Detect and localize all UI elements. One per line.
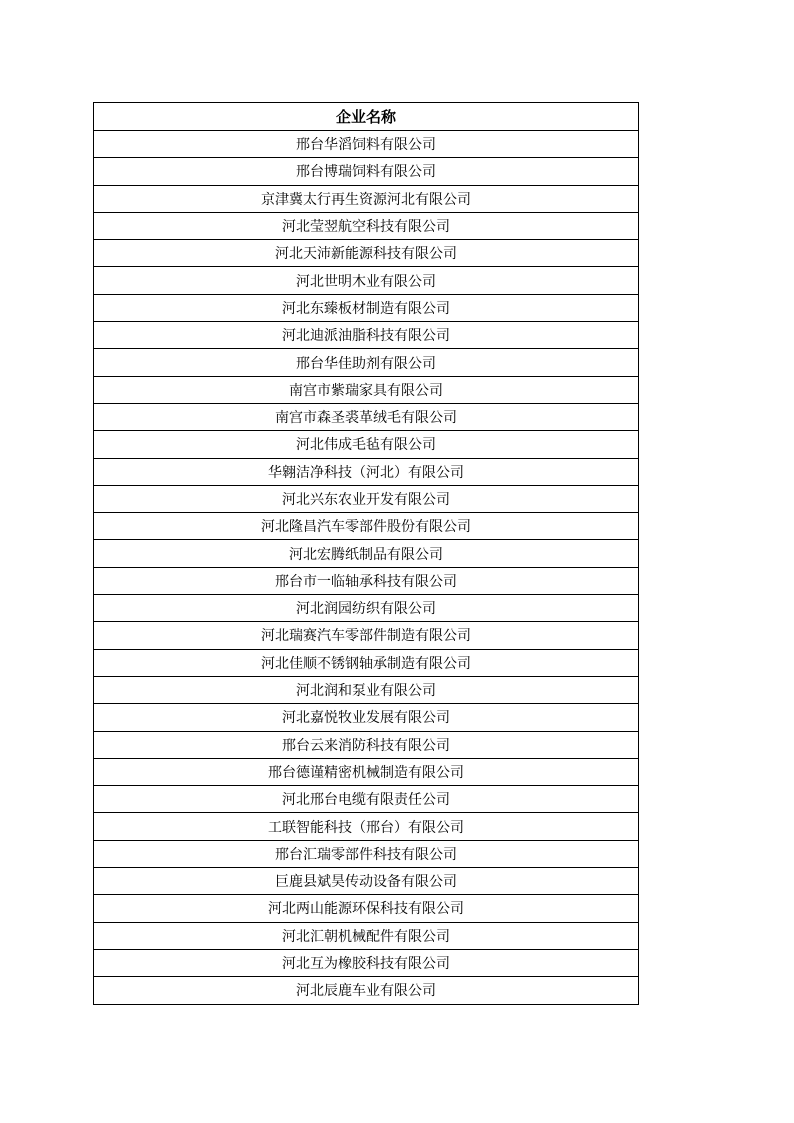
company-name-cell: 邢台华佳助剂有限公司 xyxy=(94,349,639,376)
company-name-cell: 河北兴东农业开发有限公司 xyxy=(94,485,639,512)
company-name-cell: 河北世明木业有限公司 xyxy=(94,267,639,294)
table-row xyxy=(94,649,639,676)
company-name-cell: 邢台德谨精密机械制造有限公司 xyxy=(94,758,639,785)
table-row xyxy=(94,294,639,321)
company-name-cell: 河北隆昌汽车零部件股份有限公司 xyxy=(94,513,639,540)
company-name-cell: 河北伟成毛毡有限公司 xyxy=(94,431,639,458)
table-row xyxy=(94,267,639,294)
table-row xyxy=(94,240,639,267)
table-row xyxy=(94,895,639,922)
table-row xyxy=(94,595,639,622)
company-name-cell: 邢台云来消防科技有限公司 xyxy=(94,731,639,758)
company-name-cell: 河北嘉悦牧业发展有限公司 xyxy=(94,704,639,731)
table-row xyxy=(94,786,639,813)
table-body xyxy=(94,131,639,1005)
company-name-cell: 河北迪派油脂科技有限公司 xyxy=(94,322,639,349)
company-name-cell: 河北邢台电缆有限责任公司 xyxy=(94,786,639,813)
table-row xyxy=(94,813,639,840)
company-name-cell: 华翱洁净科技（河北）有限公司 xyxy=(94,458,639,485)
table-row xyxy=(94,676,639,703)
company-name-cell: 河北互为橡胶科技有限公司 xyxy=(94,949,639,976)
table-row xyxy=(94,158,639,185)
company-name-cell: 邢台市一临轴承科技有限公司 xyxy=(94,567,639,594)
table-row xyxy=(94,758,639,785)
table-row xyxy=(94,922,639,949)
company-name-cell: 邢台汇瑞零部件科技有限公司 xyxy=(94,840,639,867)
table-row xyxy=(94,131,639,158)
table-row xyxy=(94,322,639,349)
company-table xyxy=(93,102,639,1005)
company-name-cell: 河北宏腾纸制品有限公司 xyxy=(94,540,639,567)
company-name-cell: 河北瑞赛汽车零部件制造有限公司 xyxy=(94,622,639,649)
company-name-cell: 南宫市紫瑞家具有限公司 xyxy=(94,376,639,403)
company-name-cell: 河北莹翌航空科技有限公司 xyxy=(94,212,639,239)
table-row xyxy=(94,840,639,867)
table-row xyxy=(94,868,639,895)
table-row xyxy=(94,212,639,239)
company-name-cell: 河北两山能源环保科技有限公司 xyxy=(94,895,639,922)
table-row xyxy=(94,185,639,212)
company-name-cell: 河北天沛新能源科技有限公司 xyxy=(94,240,639,267)
table-row xyxy=(94,949,639,976)
company-name-cell: 河北汇朝机械配件有限公司 xyxy=(94,922,639,949)
table-row xyxy=(94,403,639,430)
company-name-cell: 邢台华滔饲料有限公司 xyxy=(94,131,639,158)
table-header-row xyxy=(94,103,639,131)
table-row xyxy=(94,458,639,485)
table-row xyxy=(94,567,639,594)
company-name-cell: 巨鹿县斌昊传动设备有限公司 xyxy=(94,868,639,895)
table-row xyxy=(94,513,639,540)
company-name-cell: 河北辰鹿车业有限公司 xyxy=(94,977,639,1004)
column-header-company-name: 企业名称 xyxy=(94,103,639,131)
company-name-cell: 南宫市森圣裘革绒毛有限公司 xyxy=(94,403,639,430)
table-row xyxy=(94,485,639,512)
table-row xyxy=(94,540,639,567)
table-row xyxy=(94,376,639,403)
company-name-cell: 京津冀太行再生资源河北有限公司 xyxy=(94,185,639,212)
table-row xyxy=(94,704,639,731)
company-name-cell: 河北润和泵业有限公司 xyxy=(94,676,639,703)
company-name-cell: 工联智能科技（邢台）有限公司 xyxy=(94,813,639,840)
company-name-cell: 河北润园纺织有限公司 xyxy=(94,595,639,622)
company-name-cell: 邢台博瑞饲料有限公司 xyxy=(94,158,639,185)
company-name-cell: 河北东臻板材制造有限公司 xyxy=(94,294,639,321)
table-row xyxy=(94,731,639,758)
company-name-cell: 河北佳顺不锈钢轴承制造有限公司 xyxy=(94,649,639,676)
table-row xyxy=(94,622,639,649)
table-row xyxy=(94,349,639,376)
table-row xyxy=(94,431,639,458)
table-row xyxy=(94,977,639,1004)
